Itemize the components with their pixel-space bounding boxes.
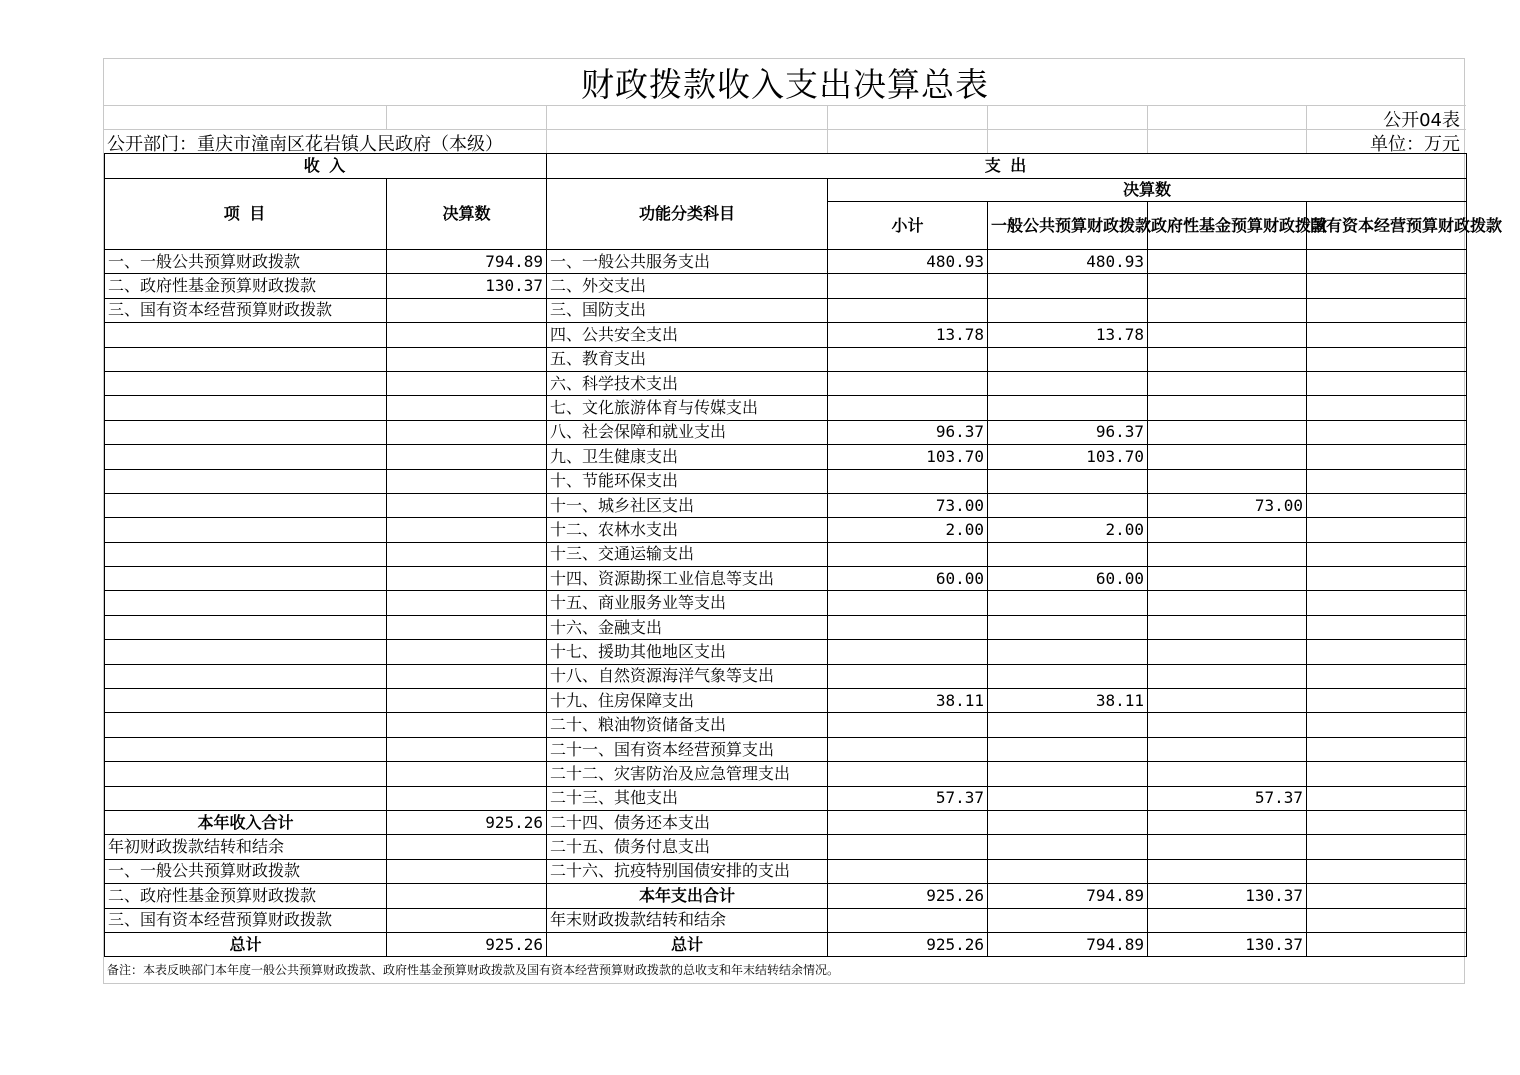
state-capital-cell bbox=[1307, 835, 1467, 859]
income-amount-cell bbox=[387, 371, 547, 395]
table-row bbox=[105, 347, 1467, 371]
income-amount-cell: 794.89 bbox=[387, 250, 547, 274]
income-item-cell bbox=[105, 762, 387, 786]
income-item-cell bbox=[105, 323, 387, 347]
table-row bbox=[105, 493, 1467, 517]
income-item-cell: 二、政府性基金预算财政拨款 bbox=[105, 274, 387, 298]
function-item-cell: 十八、自然资源海洋气象等支出 bbox=[547, 664, 828, 688]
department-label: 公开部门：重庆市潼南区花岩镇人民政府（本级） bbox=[107, 134, 503, 155]
gov-fund-cell bbox=[1148, 518, 1307, 542]
state-capital-cell bbox=[1307, 664, 1467, 688]
subtotal-cell: 103.70 bbox=[828, 445, 988, 469]
income-item-cell bbox=[105, 591, 387, 615]
income-amount-cell bbox=[387, 835, 547, 859]
subtotal-cell bbox=[828, 762, 988, 786]
general-budget-cell: 38.11 bbox=[988, 689, 1148, 713]
income-item-cell bbox=[105, 664, 387, 688]
state-capital-cell bbox=[1307, 591, 1467, 615]
income-amount-cell bbox=[387, 542, 547, 566]
general-budget-cell bbox=[988, 737, 1148, 761]
table-row bbox=[105, 591, 1467, 615]
state-capital-cell bbox=[1307, 518, 1467, 542]
gov-fund-cell bbox=[1148, 420, 1307, 444]
gov-fund-cell bbox=[1148, 859, 1307, 883]
function-item-cell: 三、国防支出 bbox=[547, 298, 828, 322]
table-row bbox=[105, 786, 1467, 810]
table-row bbox=[105, 859, 1467, 883]
gov-fund-cell: 130.37 bbox=[1148, 884, 1307, 908]
subtotal-cell: 480.93 bbox=[828, 250, 988, 274]
general-budget-cell bbox=[988, 542, 1148, 566]
income-item-cell: 年初财政拨款结转和结余 bbox=[105, 835, 387, 859]
table-row bbox=[105, 274, 1467, 298]
table-row bbox=[105, 762, 1467, 786]
general-budget-cell bbox=[988, 469, 1148, 493]
subtotal-cell bbox=[828, 859, 988, 883]
general-budget-cell: 480.93 bbox=[988, 250, 1148, 274]
state-capital-cell bbox=[1307, 737, 1467, 761]
function-item-cell: 十五、商业服务业等支出 bbox=[547, 591, 828, 615]
income-item-cell bbox=[105, 396, 387, 420]
subtotal-cell: 2.00 bbox=[828, 518, 988, 542]
subtotal-cell: 925.26 bbox=[828, 932, 988, 956]
gov-fund-cell bbox=[1148, 810, 1307, 834]
general-budget-cell bbox=[988, 640, 1148, 664]
income-amount-cell bbox=[387, 591, 547, 615]
table-row bbox=[105, 469, 1467, 493]
function-item-cell: 本年支出合计 bbox=[547, 884, 828, 908]
state-capital-cell bbox=[1307, 908, 1467, 932]
function-item-cell: 四、公共安全支出 bbox=[547, 323, 828, 347]
gov-fund-cell bbox=[1148, 250, 1307, 274]
unit-label: 单位：万元 bbox=[1370, 134, 1460, 155]
state-capital-cell bbox=[1307, 298, 1467, 322]
table-row bbox=[105, 323, 1467, 347]
income-amount-cell bbox=[387, 884, 547, 908]
general-budget-cell bbox=[988, 786, 1148, 810]
general-budget-cell bbox=[988, 493, 1148, 517]
income-amount-cell bbox=[387, 518, 547, 542]
income-item-cell bbox=[105, 786, 387, 810]
footnote: 备注：本表反映部门本年度一般公共预算财政拨款、政府性基金预算财政拨款及国有资本经营预算财政拨款的总收支和年末结转结余情况。 bbox=[107, 963, 840, 977]
table-row bbox=[105, 737, 1467, 761]
income-amount-cell: 925.26 bbox=[387, 810, 547, 834]
function-item-cell: 二十六、抗疫特别国债安排的支出 bbox=[547, 859, 828, 883]
income-header: 收 入 bbox=[105, 154, 547, 179]
table-row bbox=[105, 689, 1467, 713]
table-row bbox=[105, 615, 1467, 639]
general-budget-cell bbox=[988, 859, 1148, 883]
general-budget-cell: 96.37 bbox=[988, 420, 1148, 444]
subtotal-cell bbox=[828, 737, 988, 761]
state-capital-cell bbox=[1307, 542, 1467, 566]
income-item-cell bbox=[105, 567, 387, 591]
subtotal-cell bbox=[828, 347, 988, 371]
gov-fund-cell bbox=[1148, 445, 1307, 469]
state-capital-cell bbox=[1307, 786, 1467, 810]
state-capital-cell bbox=[1307, 689, 1467, 713]
subtotal-cell bbox=[828, 469, 988, 493]
general-budget-header: 一般公共预算财政拨款 bbox=[988, 202, 1148, 250]
income-item-cell bbox=[105, 713, 387, 737]
income-item-cell bbox=[105, 518, 387, 542]
income-item-cell: 一、一般公共预算财政拨款 bbox=[105, 250, 387, 274]
general-budget-cell: 794.89 bbox=[988, 884, 1148, 908]
income-amount-cell bbox=[387, 664, 547, 688]
income-item-cell bbox=[105, 347, 387, 371]
income-amount-cell bbox=[387, 347, 547, 371]
income-amount-cell bbox=[387, 420, 547, 444]
income-item-cell bbox=[105, 371, 387, 395]
state-capital-cell bbox=[1307, 347, 1467, 371]
budget-table bbox=[104, 153, 1503, 957]
state-capital-cell bbox=[1307, 323, 1467, 347]
income-item-cell: 一、一般公共预算财政拨款 bbox=[105, 859, 387, 883]
function-item-cell: 二十三、其他支出 bbox=[547, 786, 828, 810]
subtotal-header: 小计 bbox=[828, 202, 988, 250]
subtotal-cell: 57.37 bbox=[828, 786, 988, 810]
gov-fund-cell bbox=[1148, 298, 1307, 322]
function-item-cell: 二十二、灾害防治及应急管理支出 bbox=[547, 762, 828, 786]
general-budget-cell bbox=[988, 591, 1148, 615]
income-amount-cell bbox=[387, 396, 547, 420]
function-item-cell: 九、卫生健康支出 bbox=[547, 445, 828, 469]
gov-fund-cell bbox=[1148, 274, 1307, 298]
general-budget-cell bbox=[988, 810, 1148, 834]
gov-fund-cell bbox=[1148, 664, 1307, 688]
subtotal-cell: 925.26 bbox=[828, 884, 988, 908]
income-item-cell bbox=[105, 640, 387, 664]
income-amount-cell bbox=[387, 908, 547, 932]
subtotal-cell bbox=[828, 542, 988, 566]
gov-fund-cell: 57.37 bbox=[1148, 786, 1307, 810]
income-amount-cell bbox=[387, 445, 547, 469]
gov-fund-header: 政府性基金预算财政拨款 bbox=[1148, 202, 1307, 250]
income-amount-cell bbox=[387, 737, 547, 761]
income-amount-cell: 130.37 bbox=[387, 274, 547, 298]
function-item-cell: 十九、住房保障支出 bbox=[547, 689, 828, 713]
income-amount-cell bbox=[387, 493, 547, 517]
gov-fund-cell bbox=[1148, 615, 1307, 639]
function-item-cell: 七、文化旅游体育与传媒支出 bbox=[547, 396, 828, 420]
gov-fund-cell bbox=[1148, 469, 1307, 493]
general-budget-cell: 2.00 bbox=[988, 518, 1148, 542]
subtotal-cell bbox=[828, 835, 988, 859]
state-capital-cell bbox=[1307, 640, 1467, 664]
general-budget-cell bbox=[988, 762, 1148, 786]
general-budget-cell bbox=[988, 835, 1148, 859]
state-capital-cell bbox=[1307, 567, 1467, 591]
subtotal-cell bbox=[828, 713, 988, 737]
gov-fund-cell bbox=[1148, 835, 1307, 859]
gov-fund-cell bbox=[1148, 323, 1307, 347]
income-item-cell: 本年收入合计 bbox=[105, 810, 387, 834]
function-item-cell: 十一、城乡社区支出 bbox=[547, 493, 828, 517]
spreadsheet-page bbox=[103, 58, 1503, 984]
page-title: 财政拨款收入支出决算总表 bbox=[581, 64, 989, 104]
state-capital-cell bbox=[1307, 250, 1467, 274]
income-item-cell bbox=[105, 469, 387, 493]
general-budget-cell bbox=[988, 371, 1148, 395]
subtotal-cell bbox=[828, 396, 988, 420]
function-header: 功能分类科目 bbox=[547, 179, 828, 250]
table-row bbox=[105, 396, 1467, 420]
income-amount-cell bbox=[387, 762, 547, 786]
function-item-cell: 八、社会保障和就业支出 bbox=[547, 420, 828, 444]
income-item-cell: 三、国有资本经营预算财政拨款 bbox=[105, 298, 387, 322]
subtotal-cell bbox=[828, 298, 988, 322]
state-capital-cell bbox=[1307, 762, 1467, 786]
function-item-cell: 一、一般公共服务支出 bbox=[547, 250, 828, 274]
subtotal-cell: 38.11 bbox=[828, 689, 988, 713]
function-item-cell: 十三、交通运输支出 bbox=[547, 542, 828, 566]
table-row bbox=[105, 835, 1467, 859]
gov-fund-cell bbox=[1148, 737, 1307, 761]
final-amount-header: 决算数 bbox=[828, 179, 1467, 202]
table-row bbox=[105, 932, 1467, 956]
subtotal-cell: 13.78 bbox=[828, 323, 988, 347]
subtotal-cell bbox=[828, 615, 988, 639]
income-item-cell bbox=[105, 689, 387, 713]
state-capital-cell bbox=[1307, 859, 1467, 883]
income-item-cell bbox=[105, 737, 387, 761]
function-item-cell: 总计 bbox=[547, 932, 828, 956]
gov-fund-cell bbox=[1148, 542, 1307, 566]
income-item-cell bbox=[105, 445, 387, 469]
function-item-cell: 十六、金融支出 bbox=[547, 615, 828, 639]
table-row bbox=[105, 810, 1467, 834]
gov-fund-cell bbox=[1148, 567, 1307, 591]
table-row bbox=[105, 640, 1467, 664]
table-row bbox=[105, 713, 1467, 737]
state-capital-cell bbox=[1307, 615, 1467, 639]
gov-fund-cell bbox=[1148, 371, 1307, 395]
function-item-cell: 二、外交支出 bbox=[547, 274, 828, 298]
income-item-cell: 二、政府性基金预算财政拨款 bbox=[105, 884, 387, 908]
income-amount-cell bbox=[387, 298, 547, 322]
state-capital-cell bbox=[1307, 932, 1467, 956]
expense-header: 支 出 bbox=[547, 154, 1467, 179]
state-capital-cell bbox=[1307, 493, 1467, 517]
subtotal-cell: 96.37 bbox=[828, 420, 988, 444]
general-budget-cell: 60.00 bbox=[988, 567, 1148, 591]
table-row bbox=[105, 371, 1467, 395]
function-item-cell: 年末财政拨款结转和结余 bbox=[547, 908, 828, 932]
state-capital-cell bbox=[1307, 445, 1467, 469]
state-capital-cell bbox=[1307, 274, 1467, 298]
gov-fund-cell bbox=[1148, 762, 1307, 786]
table-row bbox=[105, 567, 1467, 591]
gov-fund-cell: 73.00 bbox=[1148, 493, 1307, 517]
gov-fund-cell bbox=[1148, 908, 1307, 932]
income-amount-cell bbox=[387, 640, 547, 664]
function-item-cell: 五、教育支出 bbox=[547, 347, 828, 371]
state-capital-cell bbox=[1307, 810, 1467, 834]
table-row bbox=[105, 250, 1467, 274]
income-item-cell: 三、国有资本经营预算财政拨款 bbox=[105, 908, 387, 932]
general-budget-cell bbox=[988, 615, 1148, 639]
income-amount-cell bbox=[387, 859, 547, 883]
subtotal-cell bbox=[828, 810, 988, 834]
state-capital-cell bbox=[1307, 420, 1467, 444]
income-item-cell bbox=[105, 420, 387, 444]
function-item-cell: 十、节能环保支出 bbox=[547, 469, 828, 493]
state-capital-cell bbox=[1307, 396, 1467, 420]
state-capital-header: 国有资本经营预算财政拨款 bbox=[1307, 202, 1467, 250]
table-row bbox=[105, 884, 1467, 908]
function-item-cell: 六、科学技术支出 bbox=[547, 371, 828, 395]
gov-fund-cell bbox=[1148, 640, 1307, 664]
state-capital-cell bbox=[1307, 371, 1467, 395]
function-item-cell: 十二、农林水支出 bbox=[547, 518, 828, 542]
subtotal-cell bbox=[828, 664, 988, 688]
function-item-cell: 二十四、债务还本支出 bbox=[547, 810, 828, 834]
table-row bbox=[105, 445, 1467, 469]
income-amount-cell bbox=[387, 567, 547, 591]
income-amount-cell bbox=[387, 689, 547, 713]
function-item-cell: 十四、资源勘探工业信息等支出 bbox=[547, 567, 828, 591]
income-item-cell bbox=[105, 542, 387, 566]
general-budget-cell: 794.89 bbox=[988, 932, 1148, 956]
item-header: 项 目 bbox=[105, 179, 387, 250]
gov-fund-cell bbox=[1148, 591, 1307, 615]
gov-fund-cell bbox=[1148, 396, 1307, 420]
function-item-cell: 二十、粮油物资储备支出 bbox=[547, 713, 828, 737]
function-item-cell: 二十一、国有资本经营预算支出 bbox=[547, 737, 828, 761]
state-capital-cell bbox=[1307, 713, 1467, 737]
income-item-cell bbox=[105, 493, 387, 517]
income-amount-cell: 925.26 bbox=[387, 932, 547, 956]
table-row bbox=[105, 518, 1467, 542]
subtotal-cell bbox=[828, 274, 988, 298]
income-item-cell bbox=[105, 615, 387, 639]
general-budget-cell bbox=[988, 664, 1148, 688]
general-budget-cell bbox=[988, 713, 1148, 737]
gov-fund-cell: 130.37 bbox=[1148, 932, 1307, 956]
gov-fund-cell bbox=[1148, 713, 1307, 737]
table-row bbox=[105, 908, 1467, 932]
income-amount-cell bbox=[387, 469, 547, 493]
general-budget-cell bbox=[988, 396, 1148, 420]
income-amount-cell bbox=[387, 786, 547, 810]
subtotal-cell bbox=[828, 908, 988, 932]
state-capital-cell bbox=[1307, 469, 1467, 493]
general-budget-cell: 103.70 bbox=[988, 445, 1148, 469]
general-budget-cell bbox=[988, 274, 1148, 298]
table-row bbox=[105, 298, 1467, 322]
function-item-cell: 二十五、债务付息支出 bbox=[547, 835, 828, 859]
table-row bbox=[105, 664, 1467, 688]
amount-header: 决算数 bbox=[387, 179, 547, 250]
income-amount-cell bbox=[387, 713, 547, 737]
general-budget-cell bbox=[988, 347, 1148, 371]
state-capital-cell bbox=[1307, 884, 1467, 908]
income-item-cell: 总计 bbox=[105, 932, 387, 956]
gov-fund-cell bbox=[1148, 689, 1307, 713]
subtotal-cell bbox=[828, 371, 988, 395]
subtotal-cell: 73.00 bbox=[828, 493, 988, 517]
income-amount-cell bbox=[387, 323, 547, 347]
income-amount-cell bbox=[387, 615, 547, 639]
function-item-cell: 十七、援助其他地区支出 bbox=[547, 640, 828, 664]
general-budget-cell bbox=[988, 298, 1148, 322]
subtotal-cell: 60.00 bbox=[828, 567, 988, 591]
gov-fund-cell bbox=[1148, 347, 1307, 371]
table-code: 公开04表 bbox=[1383, 110, 1460, 131]
general-budget-cell bbox=[988, 908, 1148, 932]
table-row bbox=[105, 420, 1467, 444]
general-budget-cell: 13.78 bbox=[988, 323, 1148, 347]
subtotal-cell bbox=[828, 591, 988, 615]
subtotal-cell bbox=[828, 640, 988, 664]
table-row bbox=[105, 542, 1467, 566]
